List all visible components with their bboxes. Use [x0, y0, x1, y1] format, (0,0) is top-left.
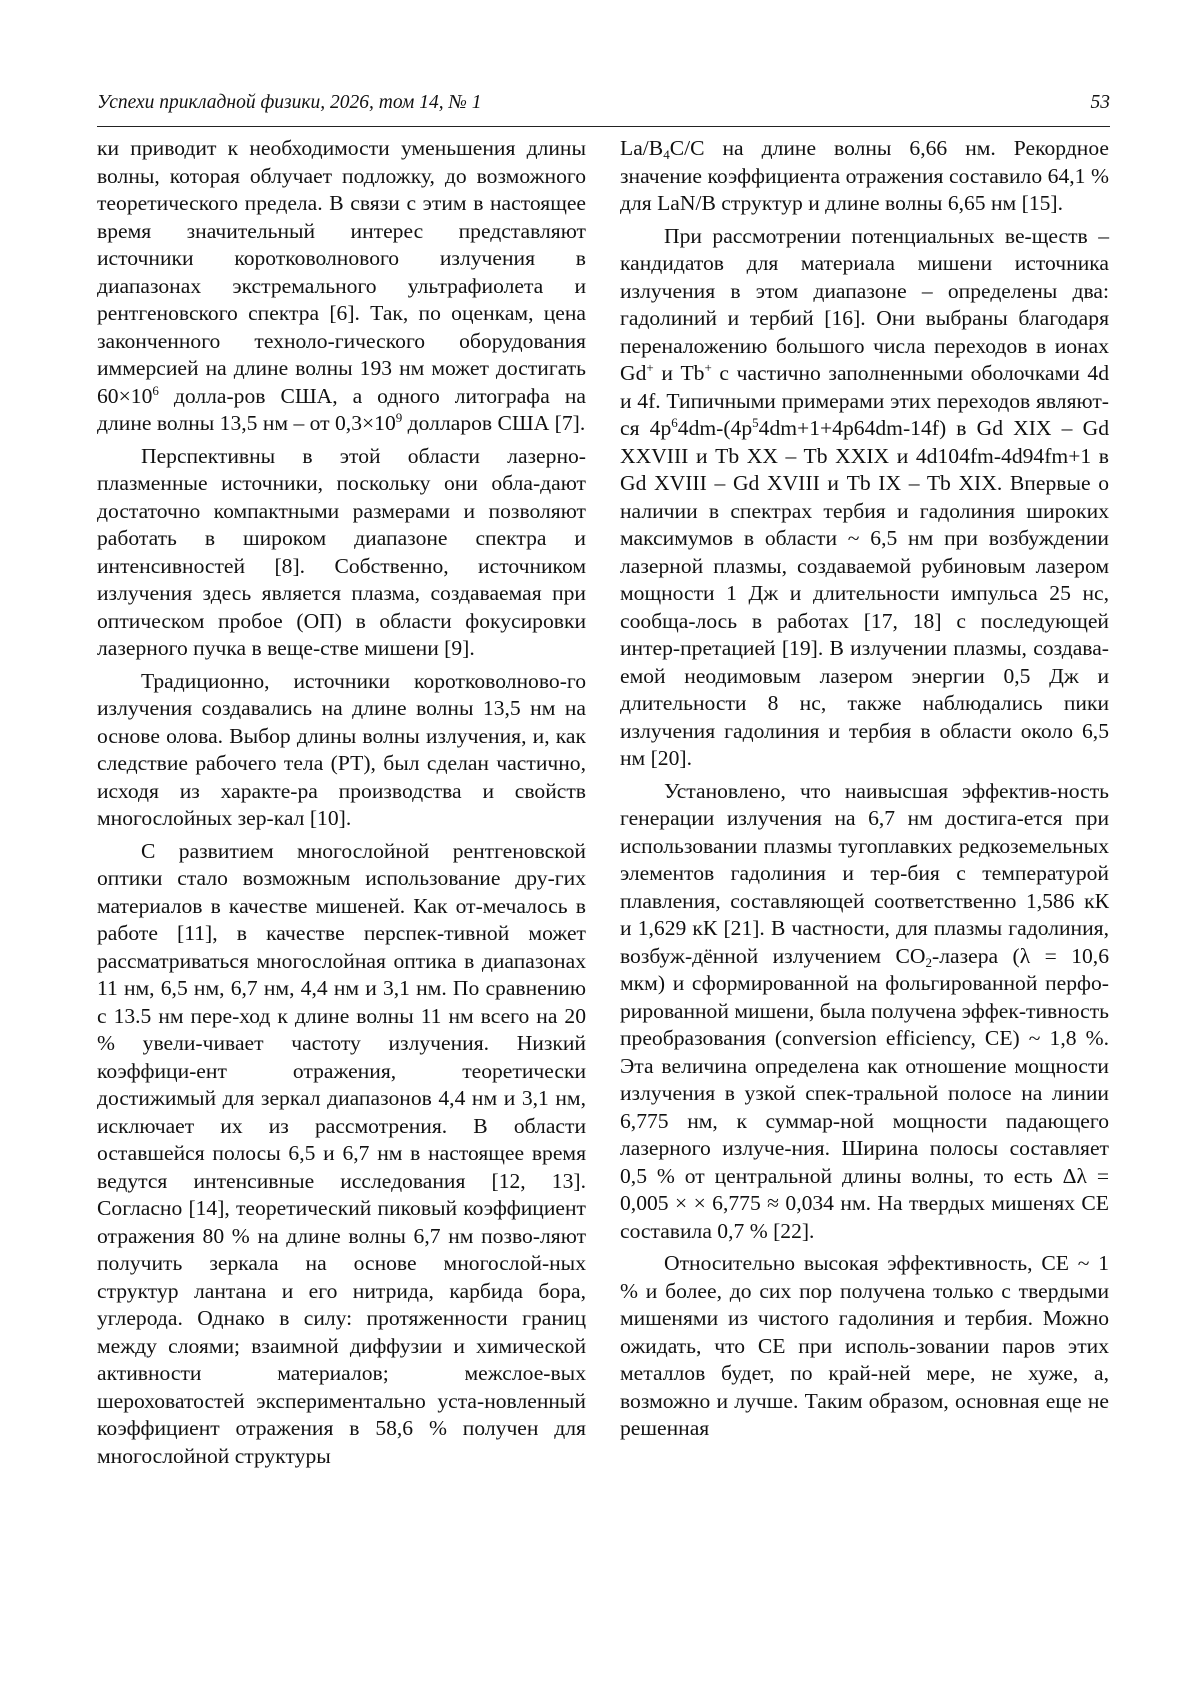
left-p1-sup-1: 6 [152, 382, 159, 398]
right-p3-sub: 2 [925, 954, 933, 970]
right-paragraph-2 [620, 223, 1109, 773]
running-header [97, 92, 1110, 127]
right-p1-b: C/C на длине волны 6,66 нм. Рекордное значение коэффициента отражения составило 64,1 % для LaN/B структур и длине волны 6,65 нм [15]. [620, 136, 1109, 215]
left-paragraph-3: Традиционно, источники коротковолново-го излучения создавались на длине волны 13,5 нм на основе олова. Выбор длины волны излучения, и, как следствие рабочего тела (РТ), был сделан частично, исходя из характе-ра производства и свойств многослойных зер-кал [10]. [97, 668, 586, 830]
right-p2-d: 4dm-(4p [677, 416, 753, 440]
right-p2-a: При рассмотрении потенциальных ве-ществ – кандидатов для материала мишени источника излучения в этом диапазоне – определены два: гадолиний и тербий [16]. Они выбраны благодаря переналожению большого числа переходов в ионах Gd [620, 223, 1109, 385]
left-paragraph-4: С развитием многослойной рентгеновской оптики стало возможным использование дру-гих материалов в качестве мишеней. Как от-мечалось в работе [11], в качестве перспек-тивной может рассматриваться многослойная оптика в диапазонах 11 нм, 6,5 нм, 6,7 нм, 4,4 нм и 3,1 нм. По сравнению с 13.5 нм пере-ход к длине волны 11 нм всего на 20 % увели-чивает частоту излучения. Низкий коэффици-ент отражения, теоретически достижимый для зеркал диапазонов 4,4 нм и 3,1 нм, исключает их из рассмотрения. В области оставшейся полосы 6,5 и 6,7 нм в настоящее время ведутся интенсивные исследования [12, 13]. Согласно [14], теоретический пиковый коэффициент отражения 80 % на длине волны 6,7 нм позво-ляют получить зеркала на основе многослой-ных структур лантана и его нитрида, карбида бора, углерода. Однако в силу: протяженности границ между слоями; взаимной диффузии и химической активности материалов; межслое-вых шероховатостей экспериментально уста-новленный коэффициент отражения в 58,6 % получен для многослойной структуры [97, 838, 586, 1468]
right-p2-b: и Tb [653, 361, 705, 385]
right-p3-a: Установлено, что наивысшая эффектив-ность генерации излучения на 6,7 нм достига-ется при использовании плазмы тугоплавких редкоземельных элементов гадолиния и тер-бия с температурой плавления, составляющей соответственно 1,586 кК и 1,629 кК [21]. В частности, для плазмы гадолиния, возбуж-дённой излучением CO [620, 778, 1109, 968]
left-p1-text: ки приводит к необходимости уменьшения длины волны, которая облучает подложку, до возможного теоретического предела. В связи с этим в настоящее время значительный интерес представляют источники коротковолнового излучения в диапазонах экстремального ультрафиолета и рентгеновского спектра [6]. Так, по оценкам, цена законченного техноло-гического оборудования иммерсией на длине волны 193 нм может достигать 60×10 [97, 136, 586, 408]
right-p2-sup-3: 6 [671, 415, 678, 430]
left-paragraph-2: Перспективны в этой области лазерно-плазменные источники, поскольку они обла-дают достаточно компактными размерами и позволяют работать в широком диапазоне спектра и интенсивностей [8]. Собственно, источником излучения здесь является плазма, создаваемая при оптическом пробое (ОП) в области фокусировки лазерного пучка в веще-стве мишени [9]. [97, 443, 586, 660]
right-p2-c: с частично заполненными оболочками 4d и 4f. Типичными примерами этих переходов являют-ся 4p [620, 361, 1109, 440]
right-p2-sup-1: + [646, 360, 654, 375]
left-p1-end: долларов США [7]. [402, 411, 586, 435]
right-paragraph-4: Относительно высокая эффективность, CE ~ 1 % и более, до сих пор получена только с твердыми мишенями из чистого гадолиния и тербия. Можно ожидать, что CE при исполь-зовании паров этих металлов будет, по край-ней мере, не хуже, а, возможно и лучше. Таким образом, основная еще не решенная [620, 1251, 1109, 1440]
right-p2-e: 4dm+1+4p64dm-14f) в Gd XIX – Gd XXVIII и Tb XX – Tb XXIX и 4d104fm-4d94fm+1 в Gd XVIII – Gd XVIII и Tb IX – Tb XIX. Впервые о наличии в спектрах тербия и гадолиния широких максимумов в области ~ 6,5 нм при возбуждении лазерной плазмы, создаваемой рубиновым лазером мощности 1 Дж и длительности импульса 25 нс, сообща-лось в работах [17, 18] с последующей интер-претацией [19]. В излучении плазмы, создава-емой неодимовым лазером энергии 0,5 Дж и длительности 8 нс, также наблюдались пики излучения гадолиния и тербия в области около 6,5 нм [20]. [620, 416, 1110, 770]
right-p2-sup-2: + [704, 360, 712, 375]
right-p3-b: -лазера (λ = 10,6 мкм) и сформированной на фольгированной перфо-рированной мишени, была получена эффек-тивность преобразования (conversion efficiency, CE) ~ 1,8 %. Эта величина определена как отношение мощности излучения в узкой спек-тральной полосе на линии 6,775 нм, к суммар-ной мощности падающего лазерного излуче-ния. Ширина полосы составляет 0,5 % от центральной длины волны, то есть Δλ = 0,005 × × 6,775 ≈ 0,034 нм. На твердых мишенях CE составила 0,7 % [22]. [620, 943, 1109, 1243]
right-p1-a: La/B [620, 136, 664, 160]
left-p1-sup-2: 9 [395, 410, 403, 425]
journal-title: Успехи прикладной физики, 2026, том 14, № 1 [97, 92, 482, 113]
right-p1-sub: 4 [663, 147, 670, 162]
left-paragraph-1 [97, 135, 586, 438]
page-number: 53 [1090, 92, 1110, 113]
right-paragraph-1 [620, 135, 1109, 218]
left-column [97, 135, 586, 1470]
right-p2-sup-4: 5 [752, 415, 759, 430]
right-paragraph-3 [620, 778, 1109, 1246]
left-p1-mid: долла-ров США, а одного литографа на длине волны 13,5 нм – от 0,3×10 [97, 383, 586, 435]
right-column [620, 135, 1109, 1443]
